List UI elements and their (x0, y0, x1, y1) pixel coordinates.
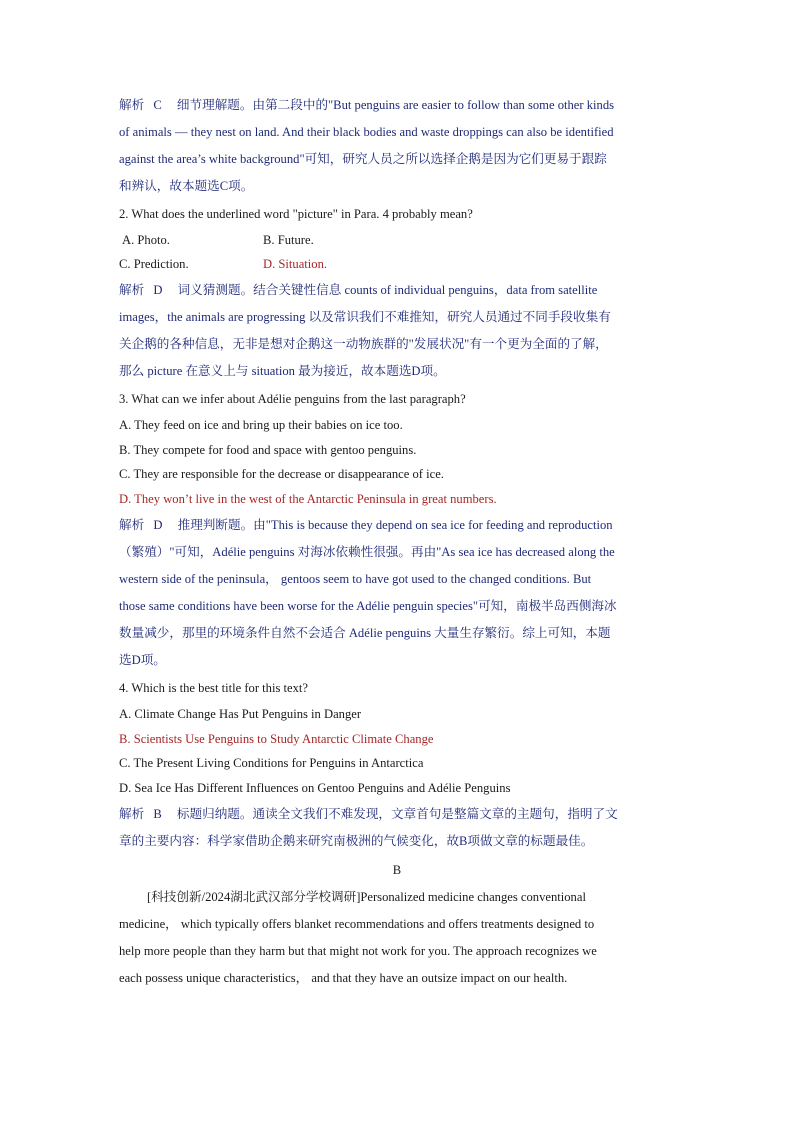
passage-text: Personalized medicine changes conventional (360, 890, 586, 904)
explanation-text: 细节理解题。由第二段中的"But penguins are easier to follow than some other kinds (176, 98, 615, 112)
explanation-line: 数量减少，那里的环境条件自然不会适合 Adélie penguins 大量生存繁衍。综上可知，本题 (119, 626, 611, 640)
passage-line: each possess unique characteristics， and that they have an outsize impact on our health. (119, 971, 568, 985)
option-b-correct: B. Scientists Use Penguins to Study Antarctic Climate Change (119, 731, 434, 746)
explanation-line: 那么 picture 在意义上与 situation 最为接近，故本题选D项。 (119, 364, 446, 378)
explanation-line: 选D项。 (119, 653, 166, 667)
passage-line: medicine， which typically offers blanket recommendations and offers treatments designed to (119, 917, 595, 931)
explanation-line: those same conditions have been worse for the Adélie penguin species"可知，南极半岛西侧海冰 (119, 599, 617, 613)
option-b: B. They compete for food and space with gentoo penguins. (119, 442, 417, 457)
explanation-line: 章的主要内容：科学家借助企鹅来研究南极洲的气候变化，故B项做文章的标题最佳。 (119, 834, 594, 848)
explanation-label: 解析 (119, 807, 145, 821)
explanation-label: 解析 (119, 518, 145, 532)
explanation-answer: C (153, 98, 162, 112)
explanation-text: 推理判断题。由"This is because they depend on sea ice for feeding and reproduction (177, 518, 613, 532)
explanation-answer: D (153, 518, 163, 532)
explanation-4 (119, 801, 675, 855)
question-text: 3. What can we infer about Adélie penguins from the last paragraph? (119, 392, 466, 406)
question-2 (119, 201, 675, 276)
explanation-line: of animals — they nest on land. And their black bodies and waste droppings can also be identified (119, 125, 614, 139)
explanation-line (119, 277, 675, 304)
option-c: C. Prediction. (119, 257, 189, 271)
explanation-line (119, 801, 675, 828)
explanation-answer: D (153, 283, 163, 297)
explanation-text: 标题归纳题。通读全文我们不难发现，文章首句是整篇文章的主题句，指明了文 (176, 807, 618, 821)
explanation-line (119, 92, 675, 119)
option-d: D. Sea Ice Has Different Influences on Gentoo Penguins and Adélie Penguins (119, 780, 511, 795)
explanation-line: 关企鹅的各种信息，无非是想对企鹅这一动物族群的"发展状况"有一个更为全面的了解， (119, 337, 608, 351)
source-tag: [科技创新/2024湖北武汉部分学校调研] (147, 890, 361, 904)
question-4 (119, 675, 675, 800)
explanation-line: （繁殖）"可知，Adélie penguins 对海冰依赖性很强。再由"As sea ice has decreased along the (119, 545, 615, 559)
document-page (119, 92, 675, 993)
question-3 (119, 386, 675, 511)
section-b (119, 856, 675, 992)
option-d-correct: D. Situation. (263, 257, 328, 271)
explanation-label: 解析 (119, 98, 145, 112)
option-a: A. Photo. (122, 233, 170, 247)
option-a: A. They feed on ice and bring up their babies on ice too. (119, 418, 403, 432)
explanation-line: against the area’s white background"可知，研究人员之所以选择企鹅是因为它们更易于跟踪 (119, 152, 607, 166)
explanation-line: images，the animals are progressing 以及常识我们不难推知，研究人员通过不同手段收集有 (119, 310, 611, 324)
explanation-text: 词义猜测题。结合关键性信息 counts of individual penguins，data from satellite (177, 283, 598, 297)
option-d-correct: D. They won’t live in the west of the Antarctic Peninsula in great numbers. (119, 491, 497, 506)
option-b: B. Future. (263, 233, 314, 247)
option-c: C. The Present Living Conditions for Penguins in Antarctica (119, 756, 424, 770)
explanation-line: western side of the peninsula， gentoos seem to have got used to the changed conditions. But (119, 572, 592, 586)
question-text: 4. Which is the best title for this text? (119, 681, 308, 695)
explanation-label: 解析 (119, 283, 145, 297)
section-heading: B (392, 863, 402, 877)
question-text: 2. What does the underlined word "picture" in Para. 4 probably mean? (119, 207, 473, 221)
option-a: A. Climate Change Has Put Penguins in Danger (119, 707, 362, 721)
explanation-line: 和辨认，故本题选C项。 (119, 179, 254, 193)
option-c: C. They are responsible for the decrease or disappearance of ice. (119, 467, 444, 481)
explanation-1 (119, 92, 675, 200)
explanation-answer: B (153, 807, 162, 821)
options-row (119, 228, 675, 252)
passage-line: help more people than they harm but that might not work for you. The approach recognizes we (119, 944, 597, 958)
explanation-2 (119, 277, 675, 385)
passage-line (119, 884, 675, 911)
explanation-3 (119, 512, 675, 674)
explanation-line (119, 512, 675, 539)
options-row (119, 252, 675, 276)
